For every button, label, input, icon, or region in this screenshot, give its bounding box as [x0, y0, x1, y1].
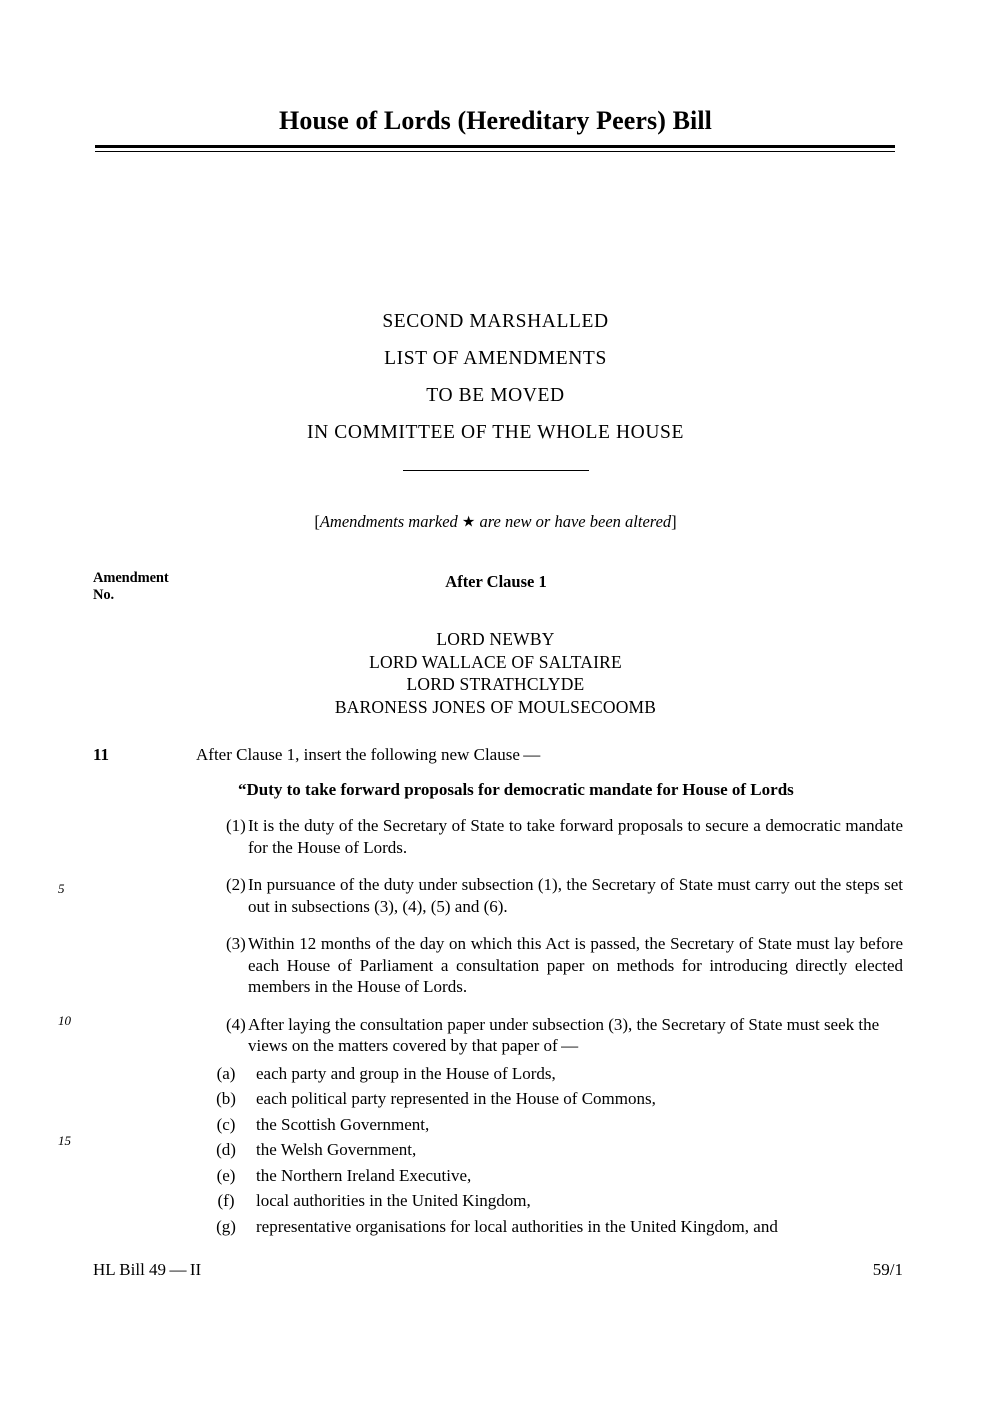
star-icon: ★ — [461, 514, 476, 531]
sponsor-name: LORD WALLACE OF SALTAIRE — [369, 651, 622, 672]
amendment-no-label — [93, 570, 169, 604]
list-item — [196, 1163, 903, 1189]
heading-line-2: LIST OF AMENDMENTS — [384, 348, 607, 369]
amendments-marked-note — [0, 512, 991, 532]
sub-item-marker: (c) — [216, 1114, 236, 1134]
list-item — [196, 1214, 903, 1240]
sub-item-text: the Welsh Government, — [256, 1140, 417, 1159]
section-heading-after-clause-1: After Clause 1 — [445, 572, 547, 591]
subsection — [196, 1014, 903, 1057]
subsection-marker: (2) — [226, 875, 246, 894]
list-item — [196, 1061, 903, 1087]
amendment-number: 11 — [93, 745, 110, 764]
sub-item-marker: (a) — [216, 1063, 236, 1083]
sub-item-text: local authorities in the United Kingdom, — [256, 1191, 531, 1210]
note-open-bracket: [ — [314, 512, 320, 531]
line-number: 5 — [58, 881, 65, 896]
note-close-bracket: ] — [671, 512, 677, 531]
amendment-instruction: After Clause 1, insert the following new Clause — — [196, 745, 541, 764]
subsection — [196, 933, 903, 998]
subsection-text: After laying the consultation paper under subsection (3), the Secretary of State must seek the views on the matters covered by that paper of — — [248, 1014, 880, 1055]
subsection — [196, 874, 903, 917]
sub-item-marker: (d) — [216, 1140, 236, 1159]
subsection-text: It is the duty of the Secretary of State to take forward proposals to secure a democratic mandate for the House of Lords. — [248, 816, 903, 857]
subsection-text: Within 12 months of the day on which this Act is passed, the Secretary of State must lay before each House of Parliament a consultation paper on methods for introducing directly elected members in the House of Lords. — [248, 934, 903, 996]
subsection-marker: (4) — [226, 1014, 246, 1034]
sub-item-text: each political party represented in the House of Commons, — [256, 1089, 656, 1108]
sponsor-name: BARONESS JONES OF MOULSECOOMB — [334, 696, 657, 717]
sponsor-name: LORD NEWBY — [436, 629, 555, 649]
amendment-no-label-line2: No. — [93, 587, 115, 603]
title-rule-thick — [95, 145, 895, 148]
subsection-text: In pursuance of the duty under subsection (1), the Secretary of State must carry out the steps set out in subsections (3), (4), (5) and (6). — [248, 875, 903, 916]
amendment-no-label-line1: Amendment — [93, 570, 169, 586]
sponsor-list — [0, 628, 991, 718]
title-rule-thin — [95, 151, 895, 152]
sub-item-text: the Northern Ireland Executive, — [256, 1165, 472, 1185]
line-number: 15 — [58, 1133, 71, 1148]
heading-line-4: IN COMMITTEE OF THE WHOLE HOUSE — [307, 422, 684, 443]
footer-bill-reference: HL Bill 49 — II — [93, 1260, 202, 1279]
heading-line-1: SECOND MARSHALLED — [382, 311, 609, 332]
sub-item-text: the Scottish Government, — [256, 1114, 430, 1134]
sub-item-text: representative organisations for local authorities in the United Kingdom, and — [256, 1216, 778, 1236]
subsection — [196, 815, 903, 858]
sub-item-marker: (e) — [216, 1165, 236, 1185]
amendment-body — [196, 815, 903, 1239]
note-text-after-star: are new or have been altered — [475, 512, 672, 531]
sub-item-marker: (g) — [216, 1216, 236, 1236]
lettered-sub-list — [196, 1061, 903, 1240]
list-item — [196, 1086, 903, 1112]
page-title: House of Lords (Hereditary Peers) Bill — [279, 106, 712, 135]
footer-page-number: 59/1 — [872, 1260, 903, 1279]
note-text-before-star: Amendments marked — [319, 512, 462, 531]
line-number: 10 — [58, 1013, 71, 1028]
list-item — [196, 1188, 903, 1214]
sub-item-marker: (b) — [216, 1089, 236, 1108]
heading-line-3: TO BE MOVED — [426, 385, 565, 406]
sub-item-text: each party and group in the House of Lords, — [256, 1063, 556, 1083]
sponsor-name: LORD STRATHCLYDE — [406, 674, 585, 694]
subsection-marker: (1) — [226, 816, 246, 835]
list-item — [196, 1112, 903, 1138]
list-item — [196, 1137, 903, 1163]
new-clause-title: “Duty to take forward proposals for democratic mandate for House of Lords — [238, 780, 794, 799]
document-heading-block — [0, 303, 991, 451]
divider-rule — [403, 470, 589, 471]
sub-item-marker: (f) — [217, 1191, 235, 1210]
subsection-marker: (3) — [226, 934, 246, 953]
